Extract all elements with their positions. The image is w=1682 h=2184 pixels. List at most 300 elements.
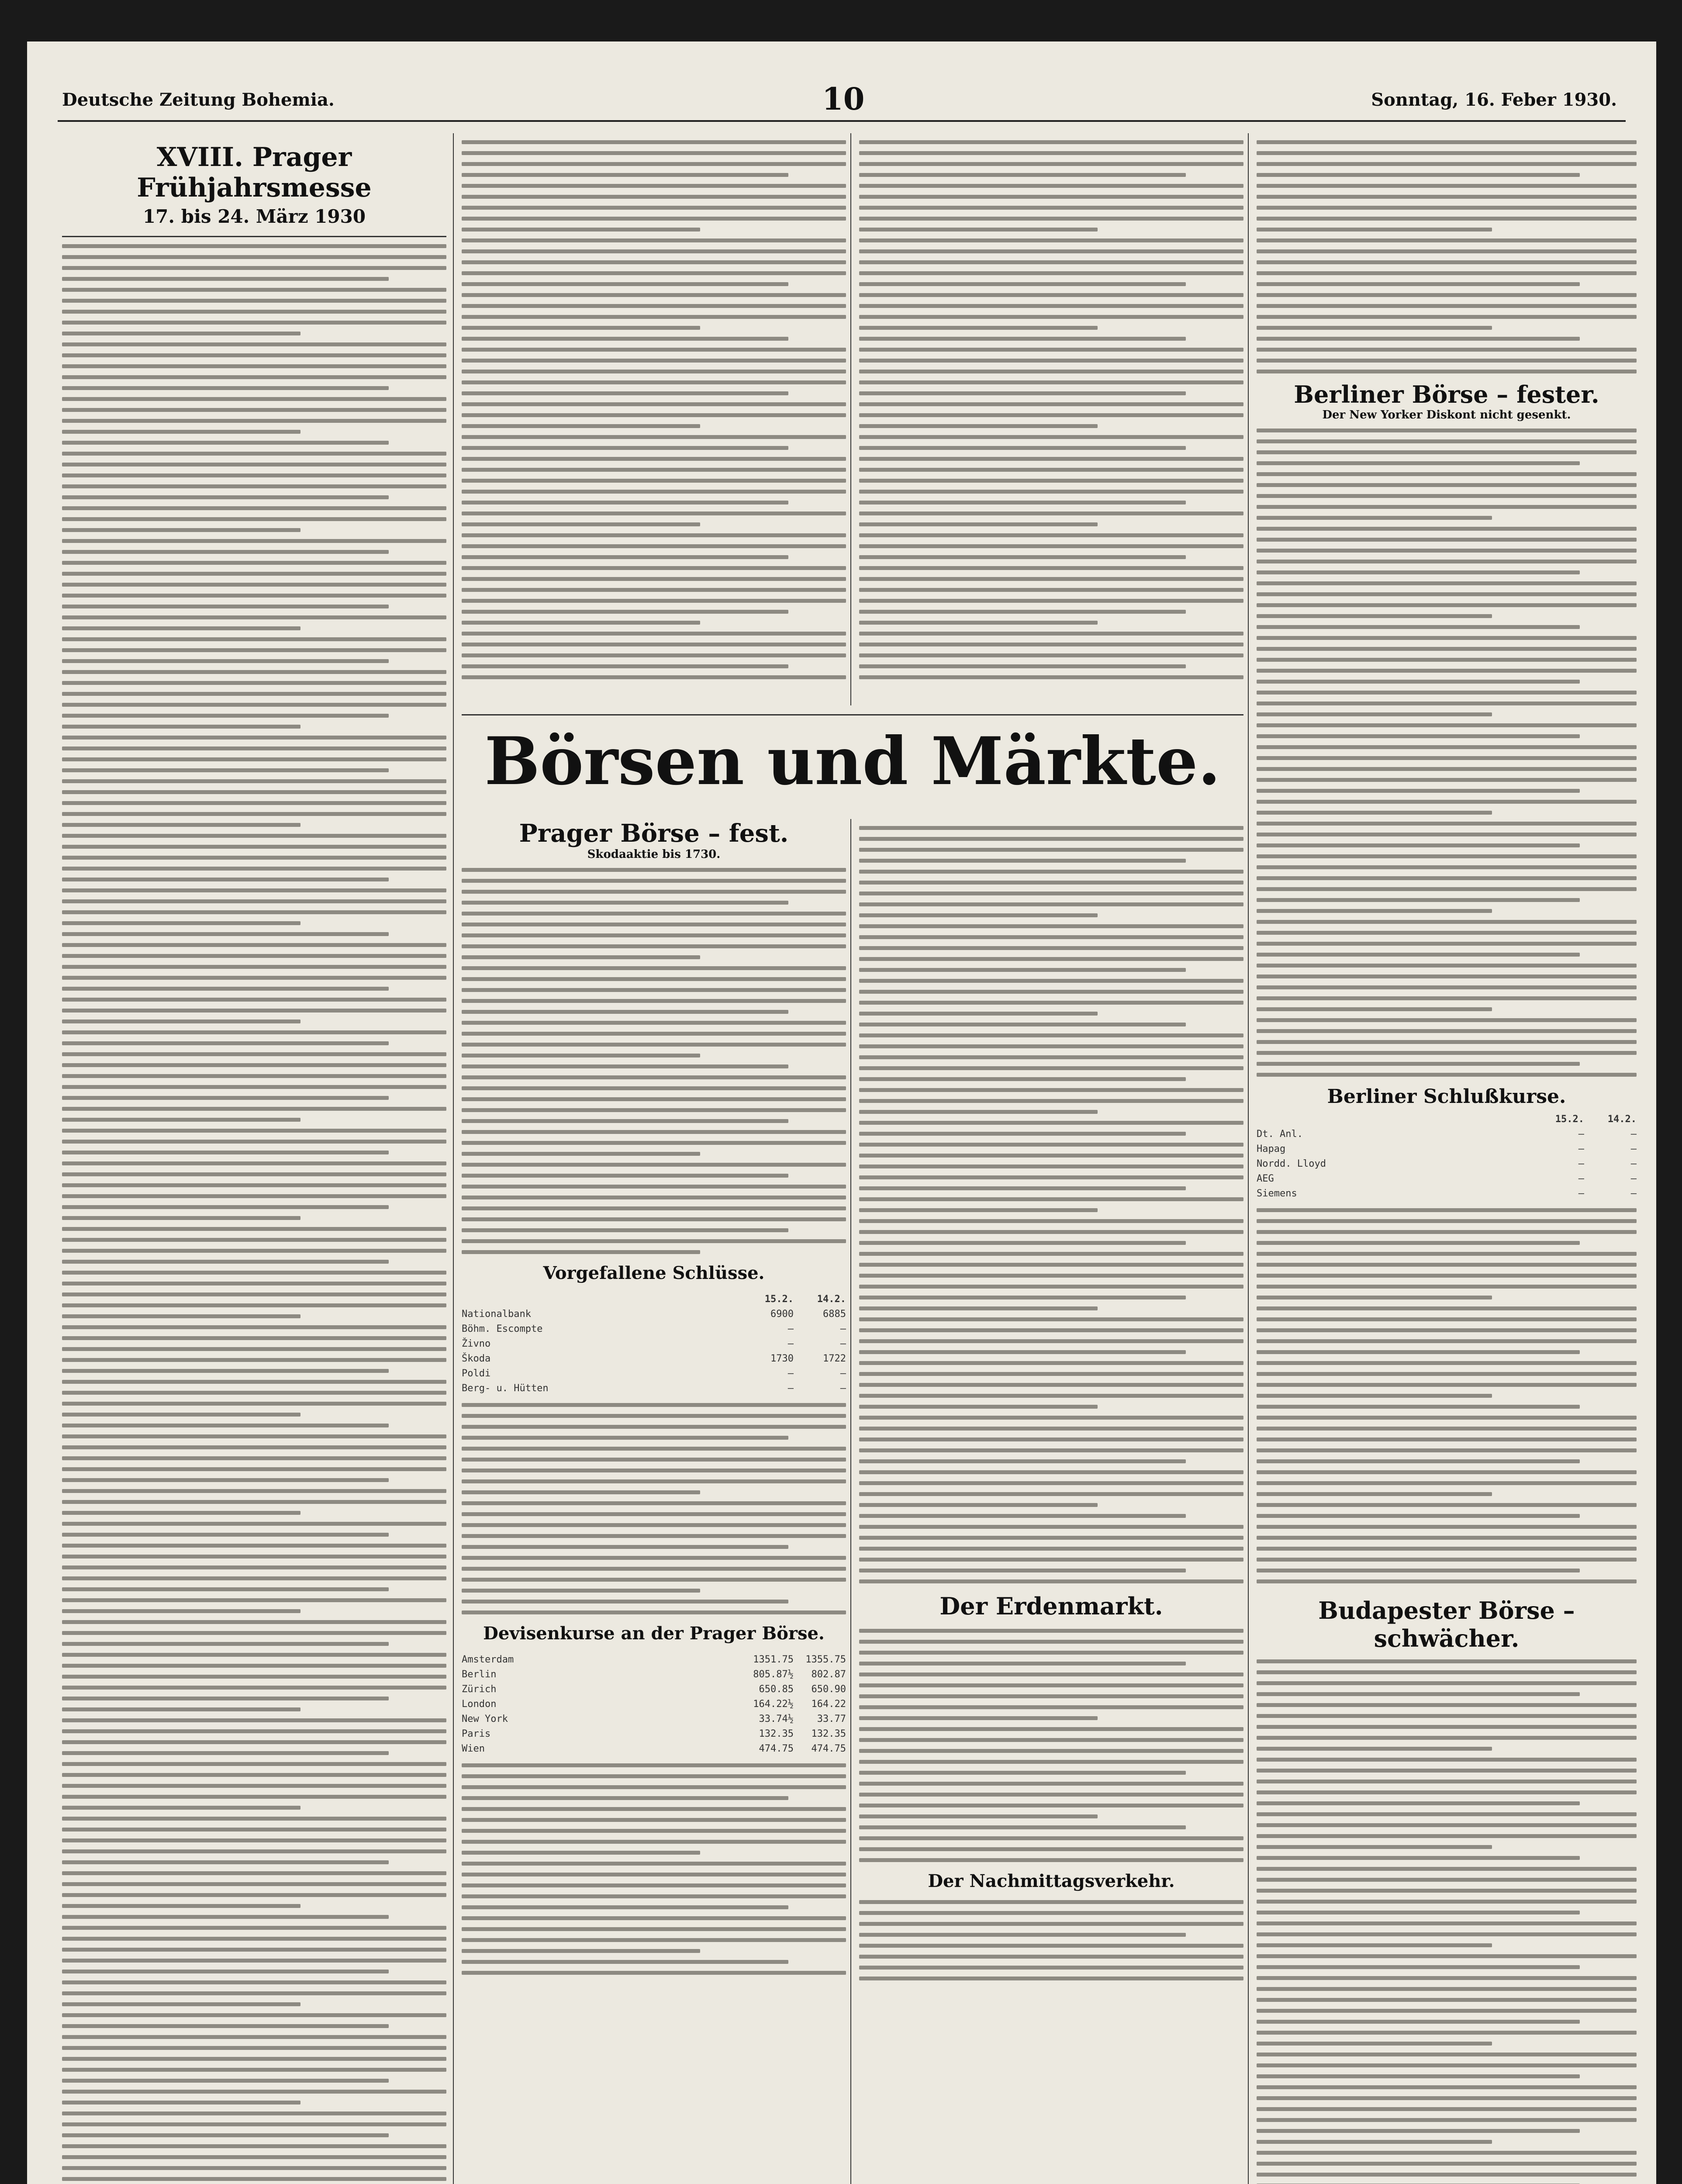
text-line xyxy=(859,979,1243,983)
text-line xyxy=(62,681,446,685)
text-line xyxy=(462,413,846,417)
table-row xyxy=(462,1667,846,1682)
text-line xyxy=(1257,1405,1580,1409)
text-line xyxy=(62,659,389,663)
text-line xyxy=(1257,1954,1637,1958)
table-row xyxy=(462,1712,846,1727)
text-line xyxy=(462,1032,846,1036)
text-line xyxy=(859,1825,1186,1829)
text-line xyxy=(62,1063,446,1067)
text-line xyxy=(859,632,1243,636)
text-line xyxy=(1257,2020,1580,2024)
text-line xyxy=(62,2090,446,2094)
text-line xyxy=(859,1033,1243,1037)
text-line xyxy=(859,1640,1243,1644)
text-line xyxy=(462,1796,788,1800)
text-line xyxy=(462,879,846,883)
text-line xyxy=(62,1609,300,1613)
text-line xyxy=(62,790,446,794)
column-divider xyxy=(850,133,851,705)
text-line xyxy=(462,511,846,515)
text-line xyxy=(62,943,446,947)
text-line xyxy=(859,1099,1243,1103)
text-line xyxy=(1257,1681,1637,1685)
text-line xyxy=(462,1185,846,1189)
table-cell-value: 164.22 xyxy=(811,1699,846,1710)
text-line xyxy=(1257,2031,1637,2035)
text-line xyxy=(1257,2129,1580,2133)
text-line xyxy=(1257,1306,1637,1310)
text-line xyxy=(859,1306,1098,1310)
text-line xyxy=(62,1489,446,1493)
text-line xyxy=(1257,315,1637,319)
text-line xyxy=(859,1579,1243,1583)
text-line xyxy=(462,435,846,439)
text-line xyxy=(1257,723,1637,727)
text-column-3 xyxy=(859,133,1243,705)
text-line xyxy=(462,446,788,450)
text-line xyxy=(859,1804,1243,1807)
text-line xyxy=(1257,1481,1637,1485)
text-line xyxy=(462,293,846,297)
table-cell-value: — xyxy=(1578,1129,1584,1140)
text-line xyxy=(1257,282,1580,286)
text-line xyxy=(1257,326,1492,330)
text-line xyxy=(859,1044,1243,1048)
table-cell-name: Siemens xyxy=(1257,1188,1297,1199)
text-line xyxy=(62,998,446,1002)
text-line xyxy=(1257,1878,1637,1882)
text-line xyxy=(462,1425,846,1429)
text-line xyxy=(62,867,446,871)
text-line xyxy=(859,1066,1243,1070)
text-line xyxy=(462,901,788,905)
text-line xyxy=(62,1904,300,1908)
text-line xyxy=(62,1456,446,1460)
budapest-title: Budapester Börse – schwächer. xyxy=(1318,1597,1575,1652)
text-line xyxy=(462,1873,846,1876)
text-line xyxy=(1257,1062,1580,1066)
text-line xyxy=(62,2002,300,2006)
text-line xyxy=(1257,1438,1637,1441)
text-line xyxy=(62,1369,389,1373)
article-text xyxy=(462,1763,846,1975)
text-line xyxy=(1257,238,1637,242)
text-line xyxy=(462,249,846,253)
text-line xyxy=(859,195,1243,199)
text-line xyxy=(859,1132,1186,1136)
text-line xyxy=(1257,162,1637,166)
text-line xyxy=(1257,1900,1637,1904)
text-line xyxy=(859,326,1098,330)
text-line xyxy=(1257,173,1580,177)
text-line xyxy=(1257,1296,1492,1299)
table-cell-value: 33.74½ xyxy=(759,1714,794,1724)
text-line xyxy=(462,1600,788,1603)
text-line xyxy=(62,1718,446,1722)
text-line xyxy=(462,588,846,592)
text-line xyxy=(62,495,389,499)
text-line xyxy=(62,2013,446,2017)
newspaper-page xyxy=(27,41,1656,2184)
text-line xyxy=(62,386,389,390)
text-line xyxy=(462,217,846,221)
text-line xyxy=(1257,293,1637,297)
text-line xyxy=(62,1151,389,1154)
text-line xyxy=(462,664,788,668)
text-line xyxy=(859,1274,1243,1278)
text-line xyxy=(859,1383,1243,1387)
text-line xyxy=(62,714,389,718)
text-line xyxy=(859,913,1098,917)
table-cell-value: — xyxy=(1578,1188,1584,1199)
table-cell-value: 6885 xyxy=(823,1309,846,1320)
text-line xyxy=(462,162,846,166)
text-line xyxy=(859,490,1243,494)
text-line xyxy=(62,1587,389,1591)
text-line xyxy=(462,599,846,603)
text-line xyxy=(859,1922,1243,1926)
text-line xyxy=(62,1729,446,1733)
text-line xyxy=(62,1762,446,1766)
text-line xyxy=(62,255,446,259)
text-line xyxy=(462,923,846,926)
text-line xyxy=(62,1740,446,1744)
text-line xyxy=(859,1481,1243,1485)
table-cell-value: — xyxy=(787,1338,794,1349)
text-line xyxy=(1257,1932,1637,1936)
text-line xyxy=(62,1948,446,1952)
text-line xyxy=(859,315,1243,319)
text-line xyxy=(462,1054,700,1057)
text-line xyxy=(1257,1889,1637,1893)
text-line xyxy=(1257,909,1492,913)
text-line xyxy=(62,1107,446,1111)
text-line xyxy=(462,1228,788,1232)
text-line xyxy=(462,933,846,937)
closing-title: Vorgefallene Schlüsse. xyxy=(543,1263,765,1283)
table-row xyxy=(462,1727,846,1742)
text-line xyxy=(462,1862,846,1866)
text-line xyxy=(462,988,846,992)
text-line xyxy=(462,1064,788,1068)
text-line xyxy=(1257,1416,1637,1420)
table-row xyxy=(462,1742,846,1756)
text-line xyxy=(62,1118,300,1122)
text-line xyxy=(859,162,1243,166)
text-line xyxy=(859,282,1186,286)
text-line xyxy=(62,452,446,456)
text-line xyxy=(462,1905,788,1909)
text-line xyxy=(1257,1867,1637,1871)
text-line xyxy=(462,479,846,483)
table-cell-value: 650.85 xyxy=(759,1684,794,1695)
text-line xyxy=(859,1296,1186,1299)
text-line xyxy=(859,1339,1243,1343)
text-line xyxy=(62,375,446,379)
text-line xyxy=(859,1944,1243,1948)
text-line xyxy=(62,1161,446,1165)
text-line xyxy=(62,1271,446,1275)
text-line xyxy=(62,987,389,991)
table-cell-value: — xyxy=(1630,1158,1637,1169)
text-line xyxy=(859,1186,1186,1190)
text-line xyxy=(62,1959,446,1963)
text-line xyxy=(1257,516,1492,520)
text-line xyxy=(1257,2085,1637,2089)
col-header: 15.2. xyxy=(764,1294,794,1305)
crops-title: Der Erdenmarkt. xyxy=(939,1592,1163,1620)
text-line xyxy=(462,944,846,948)
text-line xyxy=(462,577,846,581)
text-line xyxy=(62,1434,446,1438)
text-line xyxy=(859,1933,1186,1937)
text-line xyxy=(859,348,1243,352)
text-line xyxy=(859,1416,1243,1420)
text-line xyxy=(859,1208,1098,1212)
text-line xyxy=(1257,822,1637,826)
text-line xyxy=(62,594,446,598)
text-line xyxy=(1257,1998,1637,2002)
text-line xyxy=(62,1970,389,1973)
text-line xyxy=(1257,745,1637,749)
text-line xyxy=(1257,854,1637,858)
text-line xyxy=(1257,1263,1637,1267)
text-line xyxy=(462,1141,846,1145)
text-line xyxy=(62,1828,446,1832)
col-header: 14.2. xyxy=(1607,1114,1637,1125)
table-cell-name: AEG xyxy=(1257,1173,1274,1184)
text-line xyxy=(1257,625,1580,629)
article-text xyxy=(859,1629,1243,1862)
text-line xyxy=(1257,898,1580,902)
text-line xyxy=(1257,2151,1637,2155)
berlin-column xyxy=(1257,133,1637,2184)
text-line xyxy=(62,2144,446,2148)
text-line xyxy=(62,1074,446,1078)
text-line xyxy=(1257,1051,1637,1055)
text-line xyxy=(462,868,846,872)
text-line xyxy=(1257,1252,1637,1256)
text-line xyxy=(859,402,1243,406)
text-line xyxy=(462,1075,846,1079)
text-line xyxy=(1257,2107,1637,2111)
text-line xyxy=(62,899,446,903)
text-line xyxy=(859,664,1186,668)
text-line xyxy=(1257,472,1637,476)
text-line xyxy=(859,1197,1243,1201)
text-line xyxy=(859,304,1243,308)
text-line xyxy=(859,1165,1243,1168)
text-line xyxy=(859,1088,1243,1092)
text-line xyxy=(1257,647,1637,651)
text-line xyxy=(62,1817,446,1821)
text-line xyxy=(859,1771,1186,1775)
text-line xyxy=(859,1503,1098,1507)
text-line xyxy=(1257,560,1637,563)
text-line xyxy=(462,1883,846,1887)
text-line xyxy=(62,332,300,335)
article-text xyxy=(859,1900,1243,1980)
text-line xyxy=(62,1653,446,1657)
text-line xyxy=(1257,359,1637,363)
text-line xyxy=(1257,1780,1637,1783)
text-line xyxy=(1257,920,1637,924)
column-divider xyxy=(453,133,454,2184)
text-line xyxy=(62,506,446,510)
text-line xyxy=(859,1459,1186,1463)
text-line xyxy=(62,2046,446,2050)
text-line xyxy=(1257,1285,1637,1289)
text-line xyxy=(1257,1219,1637,1223)
text-line xyxy=(62,1860,389,1864)
article-text xyxy=(62,244,446,2184)
text-line xyxy=(859,1793,1243,1797)
text-line xyxy=(859,1263,1243,1267)
text-line xyxy=(1257,1470,1637,1474)
text-line xyxy=(1257,1987,1637,1991)
text-line xyxy=(859,1448,1243,1452)
text-line xyxy=(462,424,700,428)
text-line xyxy=(62,768,389,772)
text-line xyxy=(62,1620,446,1624)
text-line xyxy=(62,1009,446,1013)
text-line xyxy=(462,468,846,472)
text-line xyxy=(1257,1736,1637,1740)
text-line xyxy=(62,637,446,641)
text-line xyxy=(859,1252,1243,1256)
text-line xyxy=(859,1847,1243,1851)
text-line xyxy=(62,244,446,248)
text-line xyxy=(62,1915,389,1919)
text-line xyxy=(1257,1241,1580,1245)
table-cell-value: 1722 xyxy=(823,1353,846,1364)
table-row xyxy=(1257,1186,1637,1201)
text-line xyxy=(1257,789,1580,793)
text-line xyxy=(1257,1703,1637,1707)
text-line xyxy=(62,310,446,314)
text-line xyxy=(462,555,788,559)
text-line xyxy=(859,293,1243,297)
text-line xyxy=(1257,1747,1492,1751)
text-line xyxy=(462,1174,788,1178)
text-line xyxy=(859,468,1243,472)
text-line xyxy=(462,391,788,395)
text-line xyxy=(62,1937,446,1941)
text-line xyxy=(859,1651,1243,1655)
text-line xyxy=(1257,1503,1637,1507)
text-line xyxy=(859,957,1243,961)
text-line xyxy=(62,1336,446,1340)
text-line xyxy=(62,1642,389,1646)
text-line xyxy=(462,370,846,373)
text-line xyxy=(1257,1339,1637,1343)
fair-column xyxy=(62,133,446,2184)
text-line xyxy=(1257,2096,1637,2100)
text-line xyxy=(1257,669,1637,673)
text-line xyxy=(62,932,389,936)
text-line xyxy=(62,1697,389,1700)
text-line xyxy=(1257,1018,1637,1022)
text-line xyxy=(1257,887,1637,891)
table-cell-value: 164.22½ xyxy=(753,1699,794,1710)
text-line xyxy=(1257,1659,1637,1663)
text-line xyxy=(62,1380,446,1384)
text-line xyxy=(859,848,1243,852)
text-column-2 xyxy=(462,133,846,705)
table-cell-value: — xyxy=(787,1324,794,1334)
article-text xyxy=(1257,1659,1637,2184)
text-line xyxy=(462,457,846,461)
table-cell-value: — xyxy=(1578,1144,1584,1154)
text-line xyxy=(859,1966,1243,1970)
market-column-3 xyxy=(859,819,1243,2184)
text-line xyxy=(62,1140,446,1144)
text-line xyxy=(1257,195,1637,199)
text-line xyxy=(859,1836,1243,1840)
text-line xyxy=(1257,865,1637,869)
text-line xyxy=(462,1916,846,1920)
berlin-close-title: Berliner Schlußkurse. xyxy=(1327,1085,1566,1108)
text-line xyxy=(859,1955,1243,1959)
text-line xyxy=(859,1470,1243,1474)
text-line xyxy=(859,610,1186,614)
text-line xyxy=(1257,206,1637,210)
text-line xyxy=(62,1500,446,1504)
text-line xyxy=(1257,876,1637,880)
text-line xyxy=(462,140,846,144)
text-line xyxy=(1257,1317,1637,1321)
table-cell-name: Nationalbank xyxy=(462,1309,531,1320)
text-line xyxy=(462,315,846,319)
text-line xyxy=(462,1436,788,1440)
text-line xyxy=(1257,1328,1637,1332)
berlin-table xyxy=(1257,1127,1637,1201)
table-cell-name: Berlin xyxy=(462,1669,497,1680)
table-cell-name: Dt. Anl. xyxy=(1257,1129,1303,1140)
text-line xyxy=(462,260,846,264)
page-number: 10 xyxy=(822,81,865,117)
text-line xyxy=(62,1227,446,1231)
text-line xyxy=(462,912,846,916)
text-line xyxy=(859,380,1243,384)
text-line xyxy=(1257,1230,1637,1234)
text-line xyxy=(462,326,700,330)
text-line xyxy=(62,1991,446,1995)
text-line xyxy=(859,1683,1243,1687)
text-line xyxy=(62,364,446,368)
text-line xyxy=(1257,581,1637,585)
text-line xyxy=(859,1350,1186,1354)
closing-table xyxy=(462,1307,846,1396)
text-line xyxy=(1257,505,1637,509)
text-line xyxy=(62,1260,389,1264)
text-line xyxy=(462,228,700,232)
text-line xyxy=(462,675,846,679)
text-line xyxy=(1257,1976,1637,1980)
text-line xyxy=(859,424,1098,428)
article-text xyxy=(1257,429,1637,1077)
text-line xyxy=(62,1686,446,1690)
text-line xyxy=(462,1490,700,1494)
text-line xyxy=(859,1361,1243,1365)
text-line xyxy=(462,1108,846,1112)
text-line xyxy=(1257,680,1580,684)
text-line xyxy=(462,1523,846,1527)
fair-title: XVIII. Prager Frühjahrsmesse xyxy=(137,142,372,203)
text-line xyxy=(859,1705,1243,1709)
text-line xyxy=(859,1427,1243,1431)
